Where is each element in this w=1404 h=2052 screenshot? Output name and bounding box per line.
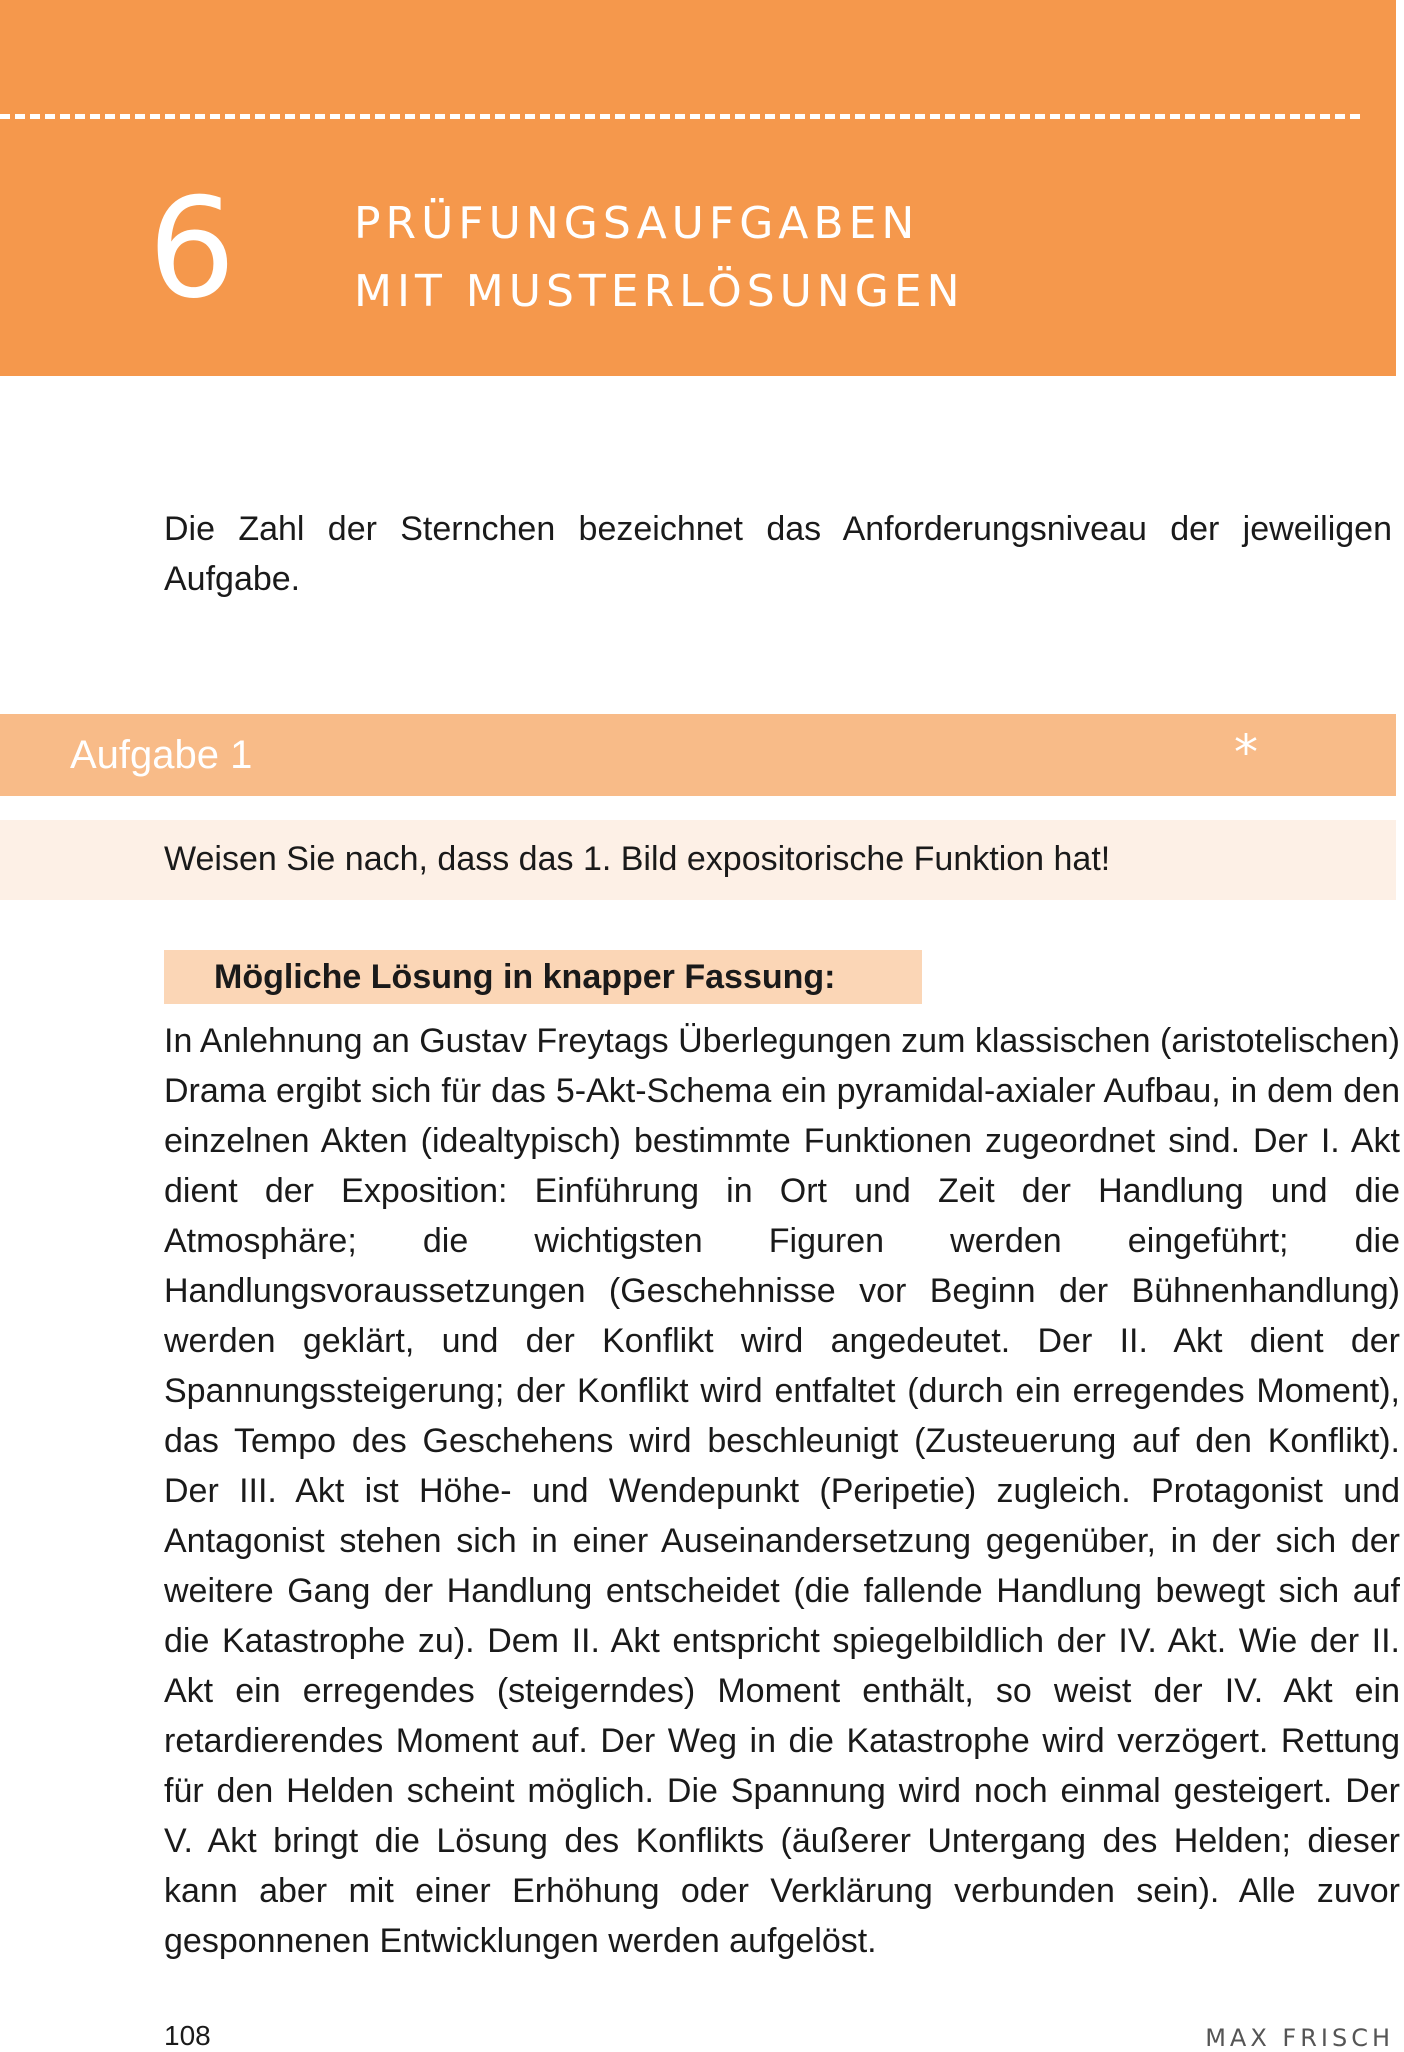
dashed-divider	[0, 114, 1360, 119]
task-header	[0, 714, 1396, 796]
solution-label	[164, 950, 922, 1004]
running-head: MAX FRISCH	[1205, 2024, 1394, 2052]
task-question-box	[0, 820, 1396, 900]
chapter-number: 6	[148, 168, 236, 329]
intro-paragraph: Die Zahl der Sternchen bezeichnet das Anforderungsniveau der jeweiligen Aufgabe.	[164, 510, 1392, 598]
page-number: 108	[164, 2020, 211, 2051]
chapter-banner	[0, 0, 1396, 376]
solution-label-text: Mögliche Lösung in knapper Fassung:	[214, 958, 836, 996]
task-question: Weisen Sie nach, dass das 1. Bild expositorische Funktion hat!	[164, 840, 1111, 878]
chapter-title	[354, 190, 965, 326]
solution-text: In Anlehnung an Gustav Freytags Überlegungen zum klassischen (aristotelischen) Drama ergibt sich für das 5-Akt-Schema ein pyramidal-axialer Aufbau, in dem den einzelnen Akten (idealtypisch) bestimmte Funktionen zugeordnet sind. Der I. Akt dient der Exposition: Einführung in Ort und Zeit der Handlung und die Atmosphäre; die wichtigsten Figuren werden eingeführt; die Handlungsvoraussetzungen (Geschehnisse vor Beginn der Bühnenhandlung) werden geklärt, und der Konflikt wird angedeutet. Der II. Akt dient der Spannungssteigerung; der Konflikt wird entfaltet (durch ein erregendes Moment), das Tempo des Geschehens wird beschleunigt (Zusteuerung auf den Konflikt). Der III. Akt ist Höhe- und Wendepunkt (Peripetie) zugleich. Protagonist und Antagonist stehen sich in einer Auseinandersetzung gegenüber, in der sich der weitere Gang der Handlung entscheidet (die fallende Handlung bewegt sich auf die Katastrophe zu). Dem II. Akt entspricht spiegelbildlich der IV. Akt. Wie der II. Akt ein erregendes (steigerndes) Moment enthält, so weist der IV. Akt ein retardierendes Moment auf. Der Weg in die Katastrophe wird verzögert. Rettung für den Helden scheint möglich. Die Spannung wird noch einmal gesteigert. Der V. Akt bringt die Lösung des Konflikts (äußerer Untergang des Helden; dieser kann aber mit einer Erhöhung oder Verklärung verbunden sein). Alle zuvor gesponnenen Entwicklungen werden aufgelöst.	[164, 1022, 1401, 1960]
task-title: Aufgabe 1	[70, 733, 253, 777]
chapter-title-line-1: PRÜFUNGSAUFGABEN	[354, 198, 920, 249]
difficulty-stars: *	[1234, 725, 1258, 781]
chapter-title-line-2: MIT MUSTERLÖSUNGEN	[354, 266, 965, 317]
